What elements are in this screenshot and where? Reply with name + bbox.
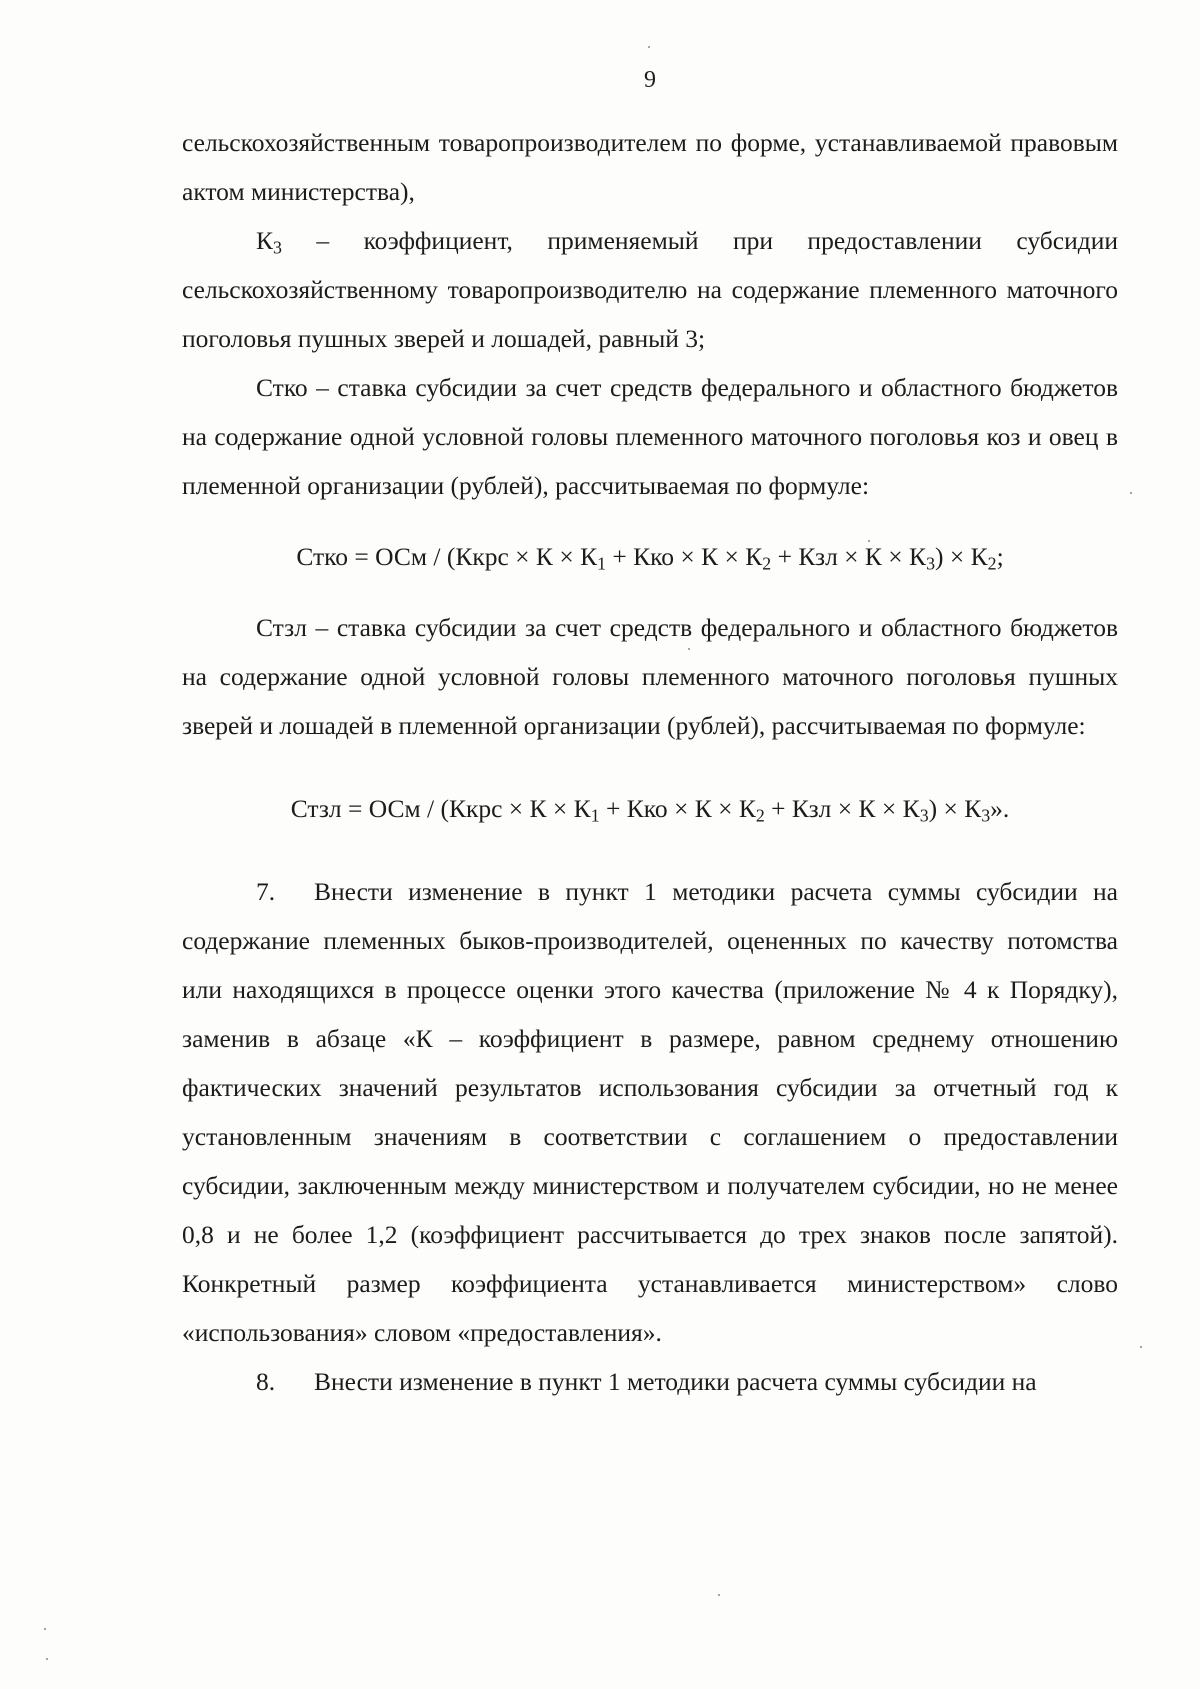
paragraph-k3-definition [182, 216, 1118, 363]
scan-speck [46, 1658, 48, 1660]
formula-stko: Стко = ОСм / (Ккрс × $К \times К_1$ + Кко × $К \times К_2$ + Кзл × $К \times К_3) \times К_2$; [296, 542, 1004, 574]
paragraph-item-8 [182, 1357, 1118, 1406]
page-number: 9 [644, 67, 656, 93]
paragraph-continuation: сельскохозяйственным товаропроизводителем по форме, устанавливаемой правовым актом министерства), [182, 128, 1118, 206]
scan-speck [1140, 1346, 1142, 1348]
scan-speck [1130, 492, 1132, 494]
k3-subscript: 3 [273, 237, 282, 258]
k3-symbol: К [256, 226, 274, 255]
item-7-text: Внести изменение в пункт 1 методики расчета суммы субсидии на содержание племенных быков-производителей, оцененных по качеству потомства или находящихся в процессе оценки этого качества (приложение № 4 к Порядку), заменив в абзаце «К – коэффициент в размере, равном среднему отношению фактических значений результатов использования субсидии за отчетный год к установленным значениям в соответствии с соглашением о предоставлении субсидии, заключенным между министерством и получателем субсидии, но не менее 0,8 и не более 1,2 (коэффициент рассчитывается до трех знаков после запятой). Конкретный размер коэффициента устанавливается министерством» слово «использования» словом «предоставления». [182, 877, 1118, 1347]
scan-speck [44, 1628, 46, 1630]
document-body [182, 118, 1118, 1406]
paragraph-stzl-definition: Стзл – ставка субсидии за счет средств федерального и областного бюджетов на содержание одной условной головы племенного маточного поголовья пушных зверей и лошадей в племенной организации (рублей), рассчитываемая по формуле: [182, 613, 1118, 740]
item-8-number: 8. [256, 1367, 276, 1396]
item-7-number: 7. [256, 877, 276, 906]
formula-stzl: Стзл = ОСм / (Ккрс × $К \times К_1$ + Кко × $К \times К_2$ + Кзл × $К \times К_3) \times К_3$». [290, 794, 1010, 826]
scan-speck [718, 1594, 720, 1596]
scan-speck [868, 540, 870, 542]
paragraph-stko-definition: Стко – ставка субсидии за счет средств федерального и областного бюджетов на содержание одной условной головы племенного маточного поголовья коз и овец в племенной организации (рублей), рассчитываемая по формуле: [182, 373, 1118, 500]
paragraph-item-7 [182, 867, 1118, 1357]
k3-text: – коэффициент, применяемый при предоставлении субсидии сельскохозяйственному товаропроизводителю на содержание племенного маточного поголовья пушных зверей и лошадей, равный 3; [182, 226, 1118, 353]
scan-speck [688, 648, 690, 650]
scan-speck [648, 46, 650, 48]
item-8-text: Внести изменение в пункт 1 методики расчета суммы субсидии на [314, 1367, 1037, 1396]
